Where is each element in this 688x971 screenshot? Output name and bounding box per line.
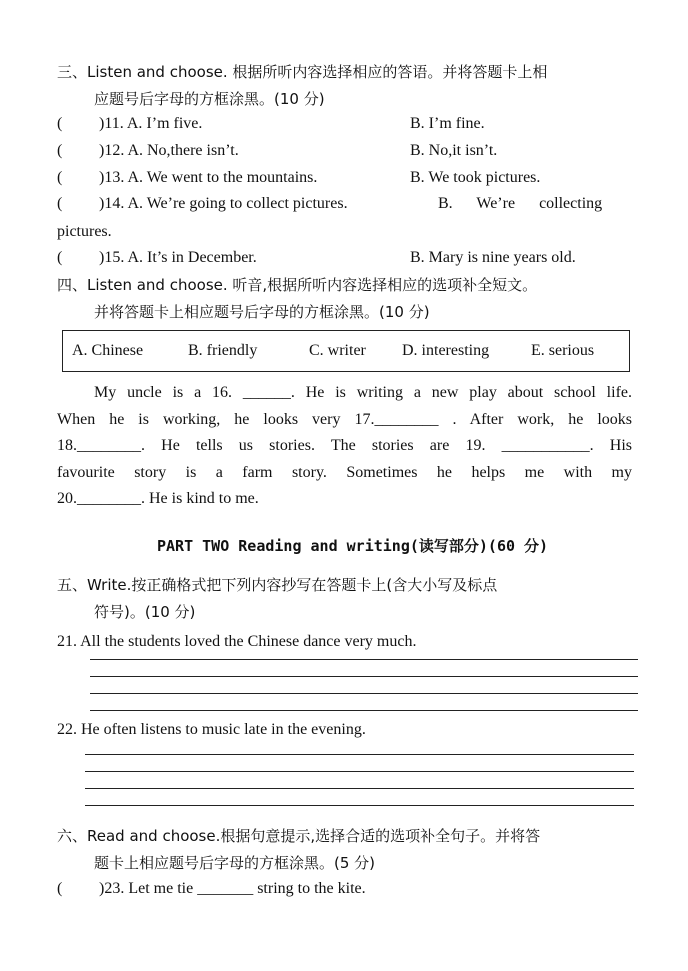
section4-heading-cont: 并将答题卡上相应题号后字母的方框涂黑。(10 分)	[94, 303, 430, 321]
word-bank-option: A. Chinese	[72, 342, 144, 359]
question-15: )15. A. It’s in December.	[99, 249, 257, 266]
section3-heading: 三、Listen and choose. 根据所听内容选择相应的答语。并将答题卡上相	[57, 63, 548, 81]
question-11-option-b: B. I’m fine.	[410, 115, 485, 132]
question-13-option-b: B. We took pictures.	[410, 169, 541, 186]
word-bank-box	[62, 330, 630, 372]
passage-line: When he is working, he looks very 17.________ . After work, he looks	[57, 410, 632, 428]
writing-line	[85, 771, 634, 772]
question-11: )11. A. I’m five.	[99, 115, 203, 132]
question-21: 21. All the students loved the Chinese dance very much.	[57, 633, 417, 650]
part-two-title: PART TWO Reading and writing(读写部分)(60 分)	[157, 537, 549, 555]
word-bank-option: D. interesting	[402, 342, 490, 359]
writing-line	[90, 693, 638, 694]
word-bank-option: B. friendly	[188, 342, 258, 359]
writing-line	[90, 659, 638, 660]
question-15-option-b: B. Mary is nine years old.	[410, 249, 576, 266]
word-bank-option: E. serious	[531, 342, 595, 359]
answer-paren-12: (	[57, 142, 63, 159]
cloze-passage	[57, 380, 632, 513]
question-12: )12. A. No,there isn’t.	[99, 142, 239, 159]
question-14-option-b-wrap: pictures.	[57, 223, 112, 240]
question-14-option-b: B. We’re collecting	[438, 195, 603, 212]
section5-heading: 五、Write.按正确格式把下列内容抄写在答题卡上(含大小写及标点	[57, 576, 498, 594]
passage-line: favourite story is a farm story. Sometimes he helps me with my	[57, 463, 632, 481]
word-bank-option: C. writer	[309, 342, 366, 359]
answer-paren-13: (	[57, 169, 63, 186]
question-14: )14. A. We’re going to collect pictures.	[99, 195, 348, 212]
passage-line: 18.________. He tells us stories. The stories are 19. ___________. His	[57, 437, 632, 454]
section4-heading: 四、Listen and choose. 听音,根据所听内容选择相应的选项补全短文。	[57, 276, 538, 294]
answer-paren-14: (	[57, 195, 63, 212]
writing-line	[85, 754, 634, 755]
writing-line	[85, 788, 634, 789]
section3-heading-cont: 应题号后字母的方框涂黑。(10 分)	[94, 90, 325, 108]
answer-paren-11: (	[57, 115, 63, 132]
question-12-option-b: B. No,it isn’t.	[410, 142, 498, 159]
writing-line	[90, 710, 638, 711]
writing-line	[90, 676, 638, 677]
question-22: 22. He often listens to music late in the evening.	[57, 721, 366, 738]
question-23: )23. Let me tie _______ string to the kite.	[99, 880, 366, 897]
passage-line: 20.________. He is kind to me.	[57, 490, 259, 507]
passage-line: My uncle is a 16. ______. He is writing a new play about school life.	[94, 384, 632, 401]
answer-paren-23: (	[57, 880, 63, 897]
answer-paren-15: (	[57, 249, 63, 266]
section6-heading-cont: 题卡上相应题号后字母的方框涂黑。(5 分)	[94, 854, 376, 872]
section6-heading: 六、Read and choose.根据句意提示,选择合适的选项补全句子。并将答	[57, 827, 541, 845]
question-13: )13. A. We went to the mountains.	[99, 169, 318, 186]
section5-heading-cont: 符号)。(10 分)	[94, 603, 196, 621]
writing-line	[85, 805, 634, 806]
